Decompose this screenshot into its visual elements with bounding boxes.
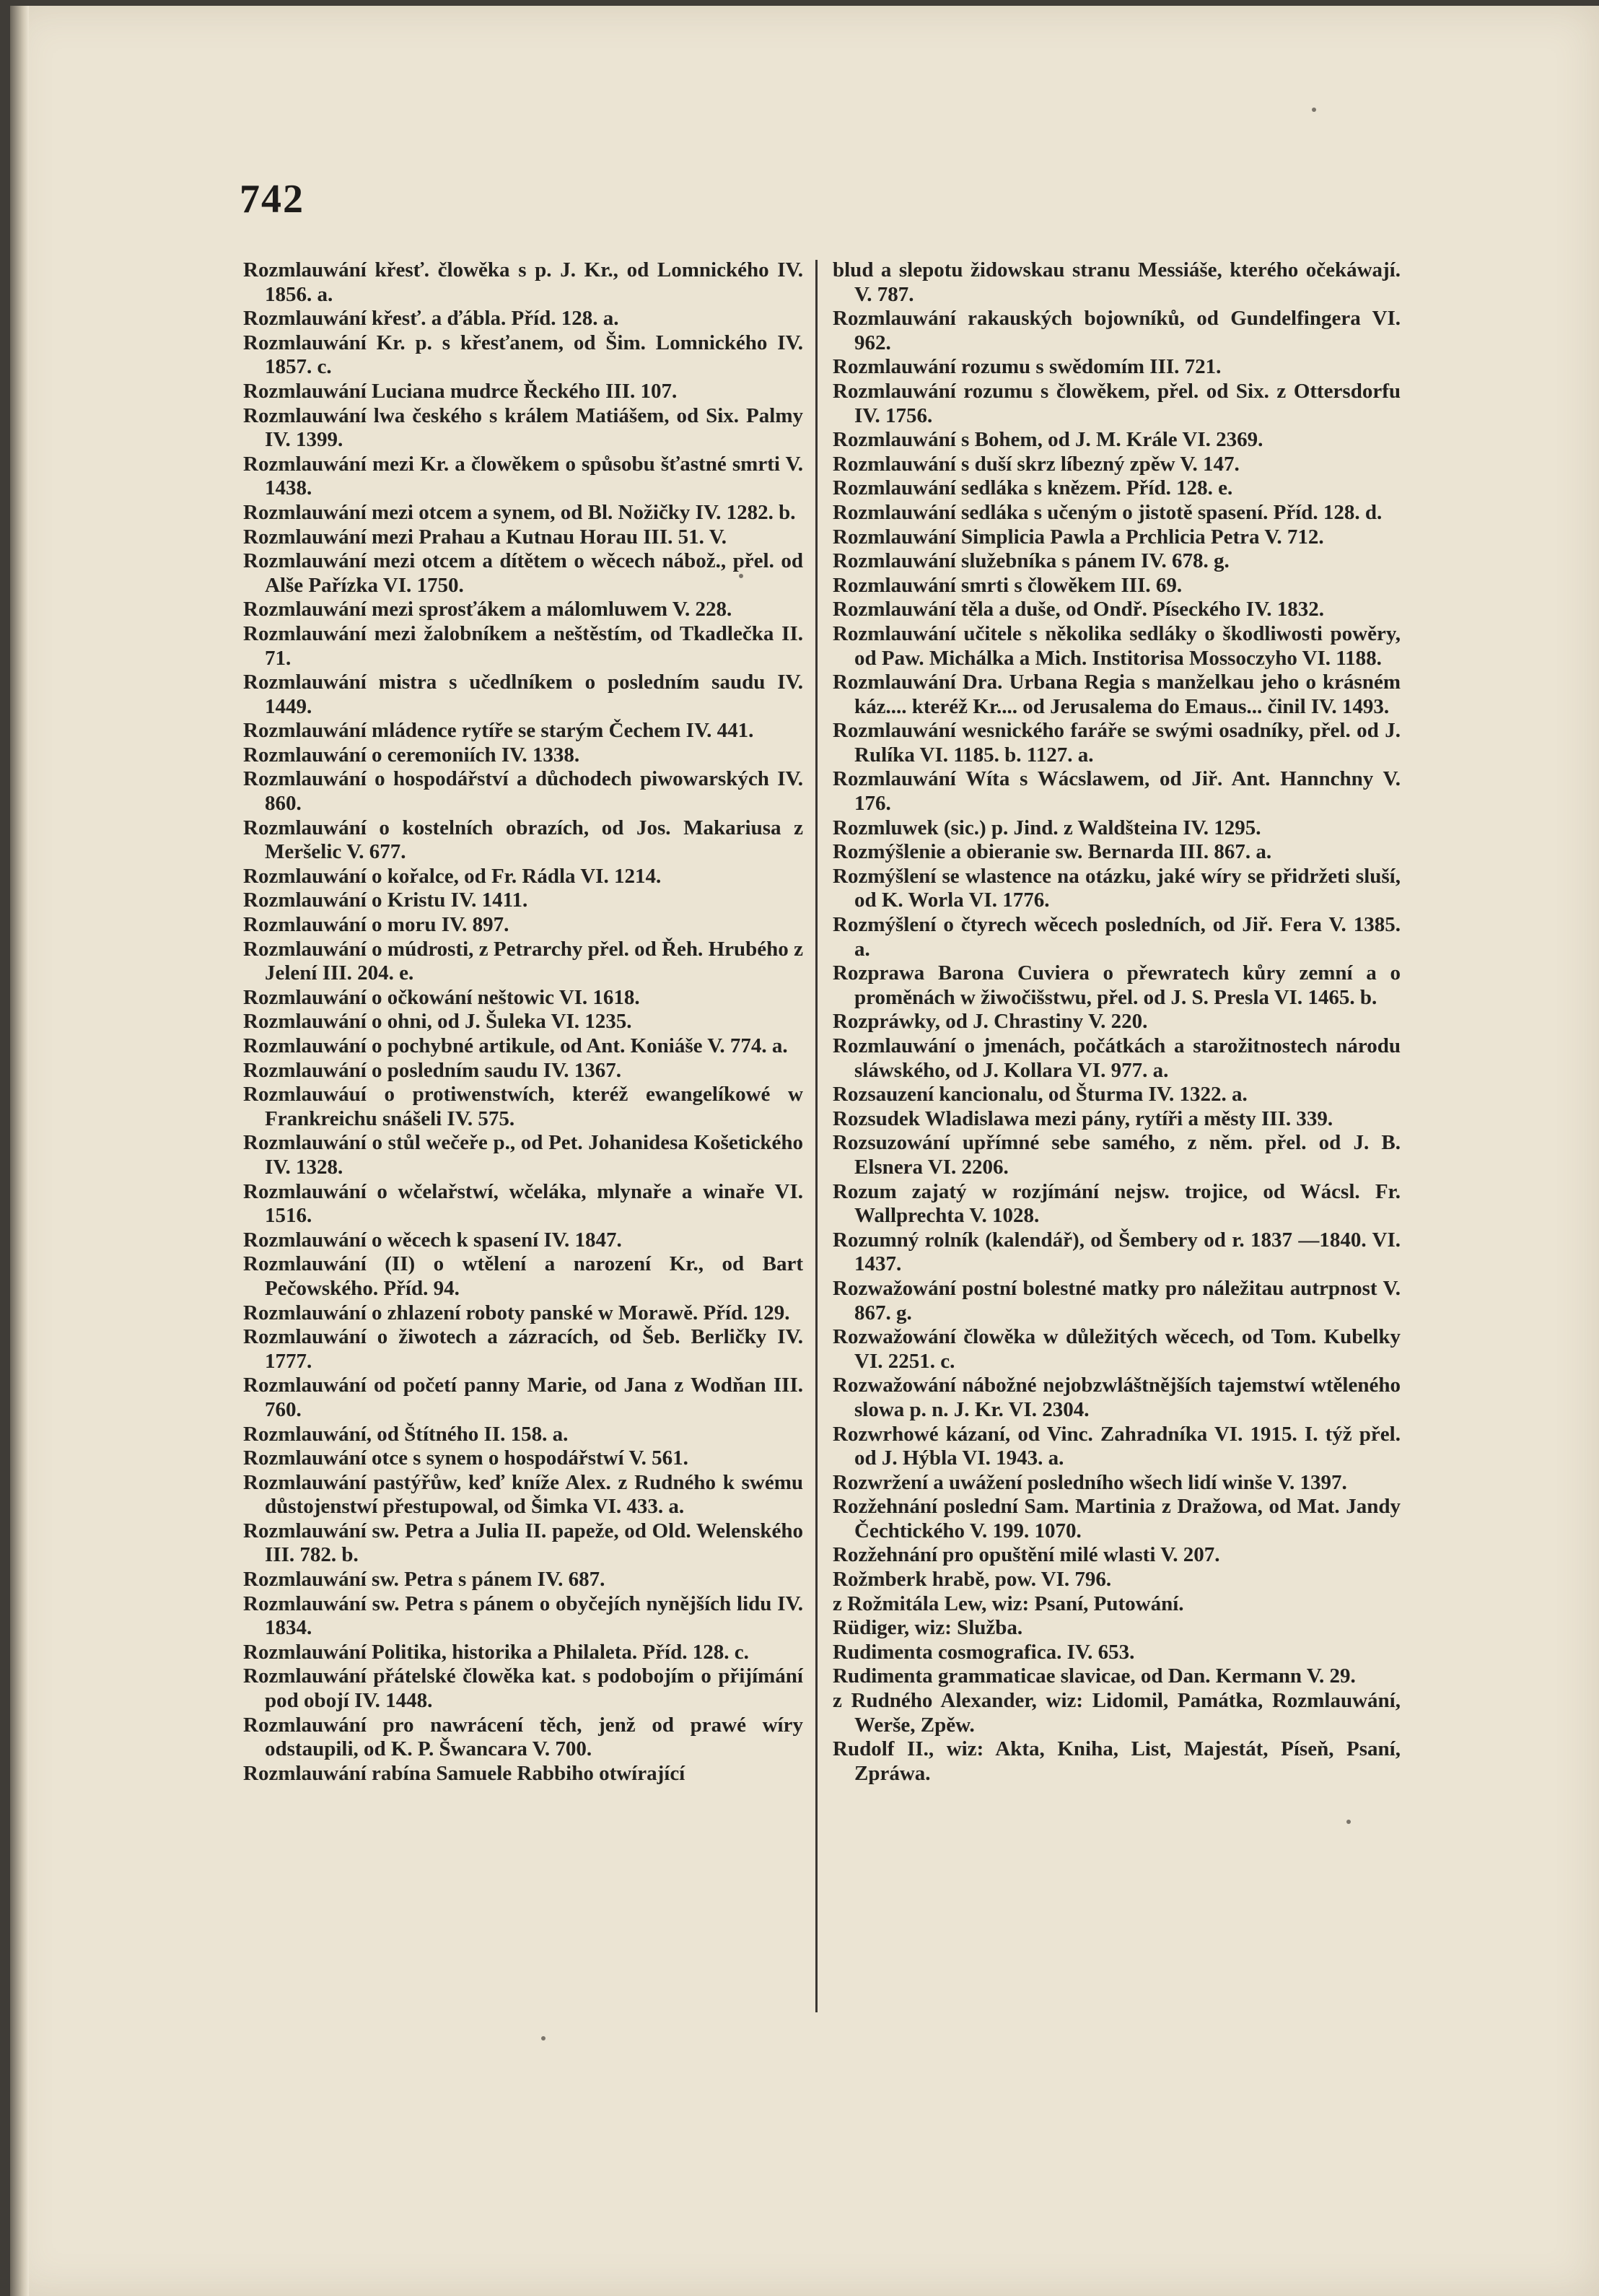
book-page [10, 6, 1599, 2296]
index-entry: blud a slepotu židowskau stranu Messiáše, kterého očekáwají. V. 787. [833, 258, 1401, 306]
index-entry: Rozmlauwání sw. Petra s pánem IV. 687. [243, 1568, 605, 1592]
index-entry: Rozmlauwání, od Štítného II. 158. a. [243, 1422, 569, 1446]
index-entry: Rudimenta cosmografica. IV. 653. [833, 1640, 1135, 1664]
index-entry: Rozmlauwání mistra s učedlníkem o posledním saudu IV. 1449. [243, 671, 803, 718]
index-entry: z Rudného Alexander, wiz: Lidomil, Památka, Rozmlauwání, Werše, Zpěw. [833, 1689, 1401, 1737]
index-entry: Rozmlauwání křesť. a ďábla. Příd. 128. a. [243, 307, 619, 331]
index-entry: Rozwržení a uwážení posledního wšech lidí winše V. 1397. [833, 1470, 1347, 1494]
index-entry: Rozmlauwání sedláka s knězem. Příd. 128. e. [833, 476, 1233, 500]
index-entry: Rozžehnání poslední Sam. Martinia z Dražowa, od Mat. Jandy Čechtického V. 199. 1070. [833, 1495, 1401, 1542]
index-entry: Rozmlauwání učitele s několika sedláky o škodliwosti powěry, od Paw. Michálka a Mich. Institorisa Mossoczyho VI. 1188. [833, 621, 1401, 670]
index-entry: Rozmlauwání křesť. člowěka s p. J. Kr., od Lomnického IV. 1856. a. [243, 258, 803, 306]
index-entry: Rozmlauwání o očkowání neštowic VI. 1618. [243, 985, 640, 1009]
index-entry: Rozmlauwání otce s synem o hospodářstwí V. 561. [243, 1446, 688, 1470]
index-entry: Rozsuzowání upřímné sebe samého, z něm. přel. od J. B. Elsnera VI. 2206. [833, 1131, 1401, 1179]
index-entry: Rozmlauwání pro nawrácení těch, jenž od prawé wíry odstaupili, od K. P. Šwancara V. 700. [243, 1713, 803, 1761]
index-entry: Rozmlauwání mezi sprosťákem a málomluwem V. 228. [243, 598, 732, 621]
index-entry: Rozmlauwáuí o protiwenstwích, kteréž ewangelíkowé w Frankreichu snášeli IV. 575. [243, 1083, 803, 1130]
index-entry: Rozmlauwání rakauských bojowníků, od Gundelfingera VI. 962. [833, 307, 1401, 354]
index-entry: Rozmlauwání Wíta s Wácslawem, od Jiř. Ant. Hannchny V. 176. [833, 767, 1401, 816]
index-entry: Rozmlauwání o moru IV. 897. [243, 913, 509, 937]
index-entry: Rozmlauwání o hospodářství a důchodech piwowarských IV. 860. [243, 767, 803, 816]
index-entry: Rozmlauwání od početí panny Marie, od Jana z Wodňan III. 760. [243, 1374, 803, 1421]
index-column-left [243, 258, 803, 1786]
index-entry: Rozmlauwání o kostelních obrazích, od Jos. Makariusa z Meršelic V. 677. [243, 816, 803, 864]
index-entry: Rozmlauwání sw. Petra s pánem o obyčejích nynějších lidu IV. 1834. [243, 1592, 803, 1640]
index-entry: Rozmlauwání služebníka s pánem IV. 678. g. [833, 549, 1230, 573]
column-divider [815, 260, 818, 2012]
index-entry: Rozmlauwání sedláka s učeným o jistotě spasení. Příd. 128. d. [833, 500, 1383, 524]
index-entry: Rozmlauwání mezi otcem a synem, od Bl. Nožičky IV. 1282. b. [243, 500, 796, 524]
index-entry: Rozmýšlení se wlastence na otázku, jaké wíry se přidržeti sluší, od K. Worla VI. 1776. [833, 864, 1401, 912]
index-entry: Rozmlauwání smrti s člowěkem III. 69. [833, 573, 1183, 597]
index-entry: Rozmlauwání o zhlazení roboty panské w Morawě. Příd. 129. [243, 1301, 790, 1324]
index-entry: Rozmlauwání mládence rytíře se starým Čechem IV. 441. [243, 719, 754, 743]
index-entry: Rozsauzení kancionalu, od Šturma IV. 1322. a. [833, 1083, 1248, 1106]
index-entry: Rožmberk hrabě, pow. VI. 796. [833, 1568, 1112, 1592]
page-number: 742 [240, 177, 305, 222]
index-entry: Rozwažowání člowěka w důležitých wěcech, od Tom. Kubelky VI. 2251. c. [833, 1325, 1401, 1373]
index-entry: Rozmlauwání Dra. Urbana Regia s manželkau jeho o krásném káz.... kteréž Kr.... od Jerusalema do Emaus... činil IV. 1493. [833, 671, 1401, 718]
index-entry: Rozumný rolník (kalendář), od Šembery od r. 1837 —1840. VI. 1437. [833, 1228, 1401, 1276]
page-spine [10, 6, 29, 2296]
index-entry: Rozmlauwání lwa českého s králem Matiášem, od Six. Palmy IV. 1399. [243, 403, 803, 452]
index-entry: Rozmýšlenie a obieranie sw. Bernarda III. 867. a. [833, 840, 1272, 864]
index-entry: Rozmlauwání Simplicia Pawla a Prchlicia Petra V. 712. [833, 525, 1324, 549]
index-entry: Rüdiger, wiz: Služba. [833, 1616, 1023, 1640]
index-entry: Rozmlauwání o jmenách, počátkách a starožitnostech národu sláwského, od J. Kollara VI. 977. a. [833, 1034, 1401, 1082]
index-entry: Rozmluwek (sic.) p. Jind. z Waldšteina IV. 1295. [833, 816, 1261, 839]
index-entry: Rozwrhowé kázaní, od Vinc. Zahradníka VI. 1915. I. týž přel. od J. Hýbla VI. 1943. a. [833, 1422, 1401, 1470]
index-entry: Rozmýšlení o čtyrech wěcech posledních, od Jiř. Fera V. 1385. a. [833, 913, 1401, 961]
index-entry: Rozžehnání pro opuštění milé wlasti V. 207. [833, 1543, 1220, 1567]
index-entry: Rozmlauwání Politika, historika a Philaleta. Příd. 128. c. [243, 1640, 749, 1664]
index-entry: Rozum zajatý w rozjímání nejsw. trojice, od Wácsl. Fr. Wallprechta V. 1028. [833, 1179, 1401, 1228]
index-entry: Rudolf II., wiz: Akta, Kniha, List, Majestát, Píseň, Psaní, Zpráwa. [833, 1737, 1401, 1785]
index-entry: Rozmlauwání Kr. p. s křesťanem, od Šim. Lomnického IV. 1857. c. [243, 331, 803, 379]
index-entry: Rozmlauwání mezi Kr. a člowěkem o spůsobu šťastné smrti V. 1438. [243, 452, 803, 500]
index-entry: Rozmlauwání o kořalce, od Fr. Rádla VI. 1214. [243, 864, 662, 888]
index-entry: Rozpráwky, od J. Chrastiny V. 220. [833, 1010, 1148, 1034]
index-entry: Rozmlauwání s Bohem, od J. M. Krále VI. 2369. [833, 428, 1263, 452]
index-entry: Rozmlauwání mezi Prahau a Kutnau Horau III. 51. V. [243, 525, 727, 549]
paper-speck [541, 2036, 546, 2040]
index-entry: Rozmlauwání rabína Samuele Rabbiho otwírající [243, 1761, 685, 1785]
index-entry: Rozmlauwání o wčelařstwí, wčeláka, mlynaře a winaře VI. 1516. [243, 1179, 803, 1228]
index-entry: Rozmlauwání o posledním saudu IV. 1367. [243, 1058, 622, 1082]
paper-speck [1346, 1820, 1351, 1824]
index-entry: Rozmlauwání o žiwotech a zázracích, od Šeb. Berličky IV. 1777. [243, 1325, 803, 1373]
index-entry: Rozmlauwání rozumu s člowěkem, přel. od Six. z Ottersdorfu IV. 1756. [833, 379, 1401, 427]
index-entry: Rozmlauwání o stůl wečeře p., od Pet. Johanidesa Košetického IV. 1328. [243, 1131, 803, 1179]
index-entry: Rozmlauwání o ohni, od J. Šuleka VI. 1235. [243, 1010, 632, 1034]
index-column-right [833, 258, 1401, 1786]
index-entry: Rozmlauwání Luciana mudrce Řeckého III. 107. [243, 379, 678, 403]
index-entry: z Rožmitála Lew, wiz: Psaní, Putowání. [833, 1592, 1184, 1615]
index-entry: Rozmlauwání mezi žalobníkem a neštěstím, od Tkadlečka II. 71. [243, 621, 803, 670]
index-entry: Rozwažowání postní bolestné matky pro náležitau autrpnost V. 867. g. [833, 1276, 1401, 1324]
index-entry: Rozprawa Barona Cuviera o přewratech kůry zemní a o proměnách w žiwočišstwu, přel. od J. S. Presla VI. 1465. b. [833, 961, 1401, 1009]
index-entry: Rozmlauwání mezi otcem a dítětem o wěcech nábož., přel. od Alše Pařízka VI. 1750. [243, 549, 803, 597]
index-entry: Rozmlauwání o múdrosti, z Petrarchy přel. od Řeh. Hrubého z Jelení III. 204. e. [243, 937, 803, 985]
index-entry: Rozmlauwání o ceremoniích IV. 1338. [243, 743, 580, 767]
index-entry: Rozmlauwání o wěcech k spasení IV. 1847. [243, 1228, 622, 1252]
index-entry: Rozmlauwání těla a duše, od Ondř. Píseckého IV. 1832. [833, 598, 1325, 621]
index-entry: Rozmlauwání wesnického faráře se swými osadníky, přel. od J. Rulíka VI. 1185. b. 1127. a. [833, 719, 1401, 767]
index-entry: Rozmlauwání rozumu s swědomím III. 721. [833, 355, 1222, 379]
index-entry: Rudimenta grammaticae slavicae, od Dan. Kermann V. 29. [833, 1664, 1356, 1688]
index-entry: Rozmlauwání sw. Petra a Julia II. papeže, od Old. Welenského III. 782. b. [243, 1519, 803, 1567]
index-entry: Rozwažowání nábožné nejobzwláštnějších tajemstwí wtěleného slowa p. n. J. Kr. VI. 2304. [833, 1374, 1401, 1421]
index-entry: Rozmlauwání o Kristu IV. 1411. [243, 889, 528, 912]
index-entry: Rozmlauwání o pochybné artikule, od Ant. Koniáše V. 774. a. [243, 1034, 788, 1057]
index-entry: Rozmlauwání pastýřůw, keď kníže Alex. z Rudného k swému důstojenstwí přestupowal, od Šimka VI. 433. a. [243, 1470, 803, 1519]
index-entry: Rozsudek Wladislawa mezi pány, rytíři a městy III. 339. [833, 1106, 1333, 1130]
index-entry: Rozmlauwání přátelské člowěka kat. s podobojím o přijímání pod obojí IV. 1448. [243, 1664, 803, 1713]
index-entry: Rozmlauwání (II) o wtělení a narození Kr., od Bart Pečowského. Příd. 94. [243, 1252, 803, 1300]
paper-speck [1312, 108, 1316, 112]
index-entry: Rozmlauwání s duší skrz líbezný zpěw V. 147. [833, 452, 1240, 476]
paper-speck [739, 574, 743, 578]
